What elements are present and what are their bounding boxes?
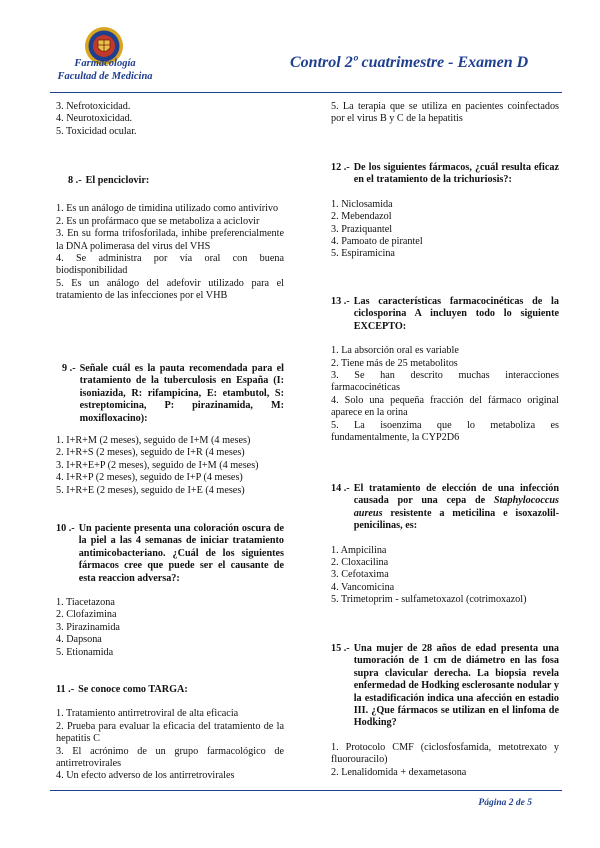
- question-14: [331, 483, 559, 607]
- option: 3. En su forma trifosforilada, inhibe preferencialmente la DNA polimerasa del virus del VHS: [56, 228, 284, 252]
- question-text: De los siguientes fármacos, ¿cuál resulta eficaz en el tratamiento de la trichuriosis?:: [353, 162, 559, 186]
- question-number: 10 .-: [56, 523, 75, 534]
- question-number: 13 .-: [331, 296, 350, 307]
- option: 4. Solo una pequeña fracción del fármaco original aparece en la orina: [331, 394, 559, 419]
- institution-name: [50, 57, 160, 83]
- right-top-options: [331, 101, 559, 126]
- option: 3. Se han descrito muchas interacciones farmacocinéticas: [331, 370, 559, 394]
- page-number: Página 2 de 5: [478, 798, 532, 808]
- option: 4. Pamoato de pirantel: [331, 236, 423, 248]
- option: 2. Clofazimina: [56, 609, 117, 621]
- question-11: [56, 684, 284, 783]
- option: 5. Es un análogo del adefovir utilizado para el tratamiento de las infecciones por el VHB: [56, 277, 284, 302]
- header-divider: [50, 92, 562, 93]
- question-8: [56, 175, 284, 303]
- option: 5. Toxicidad ocular.: [56, 125, 137, 137]
- question-15: [331, 643, 559, 779]
- question-10: [56, 523, 284, 659]
- option: 1. Es un análogo de timidina utilizado como antivírivo: [56, 203, 279, 215]
- option: 1. Protocolo CMF (ciclosfosfamida, metotrexato y fluorouracilo): [331, 741, 559, 766]
- option: 5. Trimetoprim - sulfametoxazol (cotrimoxazol): [331, 594, 527, 606]
- option: 1. I+R+M (2 meses), seguido de I+M (4 meses): [56, 435, 251, 447]
- option: 4. Dapsona: [56, 634, 102, 646]
- question-text: Un paciente presenta una coloración oscura de la piel a las 4 semanas de iniciar tratamiento antimicobacteriano. ¿Cuál de los siguientes fármacos cree que puede ser el causante de esta reaccion adversa?:: [78, 523, 284, 584]
- institution-department: Farmacología: [74, 58, 136, 69]
- option: 2. Tiene más de 25 metabolitos: [331, 357, 458, 369]
- question-text: El penciclovir:: [85, 175, 150, 186]
- institution-faculty: Facultad de Medicina: [57, 71, 153, 82]
- option: 3. Nefrotoxicidad.: [56, 101, 131, 112]
- question-number: 15 .-: [331, 643, 350, 654]
- option: 2. Mebendazol: [331, 211, 392, 223]
- question-text: Señale cuál es la pauta recomendada para el tratamiento de la tuberculosis en España (I: isoniazida, R: rifampicina, E: etambutol, S: estreptomicina, P: pirazinamida, M: moxifloxacino):: [79, 363, 284, 424]
- option: 4. I+R+P (2 meses), seguido de I+P (4 meses): [56, 472, 243, 484]
- question-text-part: El tratamiento de elección de una infección causada por una cepa de: [353, 483, 559, 507]
- question-12: [331, 162, 559, 261]
- option: 4. Se administra por vía oral con buena biodisponibilidad: [56, 253, 284, 277]
- question-text: Las características farmacocinéticas de la ciclosporina A incluyen todo lo siguiente EXCEPTO:: [353, 296, 559, 332]
- question-13: [331, 296, 559, 444]
- option: 2. Cloxacilina: [331, 557, 389, 569]
- question-text: Se conoce como TARGA:: [78, 684, 188, 695]
- option: 1. La absorción oral es variable: [331, 345, 459, 357]
- option: 2. Prueba para evaluar la eficacia del tratamiento de la hepatitis C: [56, 720, 284, 745]
- option: 3. Pirazinamida: [56, 621, 120, 633]
- question-text: [354, 483, 559, 533]
- option: 2. Lenalidomida + dexametasona: [331, 766, 467, 778]
- question-9: [56, 363, 284, 497]
- option: 3. Cefotaxima: [331, 569, 389, 581]
- question-number: 14 .-: [331, 483, 350, 494]
- option: 5. La terapia que se utiliza en pacientes coinfectados por el virus B y C de la hepatitis: [331, 101, 559, 125]
- option: 3. I+R+E+P (2 meses), seguido de I+M (4 meses): [56, 459, 259, 471]
- option: 3. El acrónimo de un grupo farmacológico de antirretrovirales: [56, 745, 284, 770]
- option: 4. Neurotoxicidad.: [56, 113, 133, 125]
- question-number: 9 .-: [62, 363, 76, 374]
- question-number: 11 .-: [56, 684, 75, 695]
- option: 1. Ampicilina: [331, 544, 387, 556]
- option: 4. Vancomicina: [331, 581, 395, 593]
- option: 1. Tiacetazona: [56, 597, 115, 609]
- question-number: 12 .-: [331, 162, 350, 173]
- question-text-part: resistente a meticilina e isoxazolil-penicilinas, es:: [353, 507, 559, 532]
- option: 2. Es un profármaco que se metaboliza a aciclovir: [56, 215, 260, 227]
- option: 3. Praziquantel: [331, 223, 393, 235]
- organism-name: Staphylococcus aureus: [353, 495, 559, 519]
- option: 5. I+R+E (2 meses), seguido de I+E (4 meses): [56, 484, 245, 496]
- option: 2. I+R+S (2 meses), seguido de I+R (4 meses): [56, 447, 245, 459]
- option: 5. Etionamida: [56, 646, 114, 658]
- option: 5. La isoenzima que lo metaboliza es fundamentalmente, la CYP2D6: [331, 419, 559, 444]
- option: 4. Un efecto adverso de los antirretrovirales: [56, 770, 235, 782]
- option: 5. Espiramicina: [331, 248, 395, 260]
- exam-title: Control 2º cuatrimestre - Examen D: [290, 54, 529, 71]
- option: 1. Niclosamida: [331, 198, 393, 210]
- left-top-options: [56, 101, 284, 138]
- footer-divider: [50, 790, 562, 791]
- question-number: 8 .-: [68, 175, 82, 186]
- option: 1. Tratamiento antirretroviral de alta eficacia: [56, 708, 239, 720]
- question-text: Una mujer de 28 años de edad presenta una tumoración de 1 cm de diámetro en las fosa supra clavicular derecha. La biopsia revela enfermedad de Hodking esclerosante nodular y la estadificación indica una afección en estadio III. ¿Que fármacos se utilizan en el linfoma de Hodking?: [353, 643, 559, 729]
